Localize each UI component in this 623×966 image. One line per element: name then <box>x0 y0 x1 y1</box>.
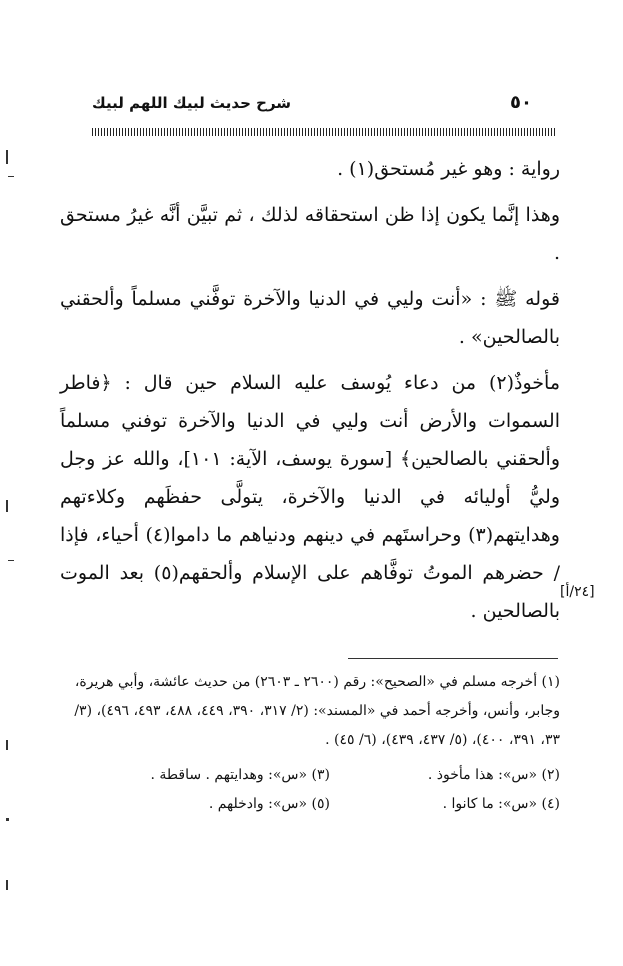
scan-mark <box>6 500 8 512</box>
footnote-2: (٢) «س»: هذا مأخوذ . <box>427 767 560 783</box>
footnote-1: (١) أخرجه مسلم في «الصحيح»: رقم (٢٦٠٠ ـ ٢٦٠٣) من حديث عائشة، وأبي هريرة، وجابر، وأنس، وأخرجه أحمد في «المسند»: (٢/ ٣١٧، ٣٩٠، ٤٤٩، ٤٨٨، ٤٩٣، ٤٩٦)، (٣/ ٣٣، ٣٩١، ٤٠٠)، (٥/ ٤٣٧، ٤٣٩)، (٦/ ٤٥) . <box>74 674 560 748</box>
paragraph-2: وهذا إنَّما يكون إذا ظن استحقاقه لذلك ، ثم تبيَّن أنَّه غيرُ مستحق . <box>60 204 560 264</box>
paragraph-3: قوله ﷺ : «أنت وليي في الدنيا والآخرة توفَّني مسلماً وألحقني بالصالحين» . <box>60 288 560 348</box>
page-number: ٥٠ <box>510 92 532 113</box>
footnote-5: (٥) «س»: وادخلهم . <box>208 796 330 812</box>
footnote-row-4-5 <box>60 790 560 819</box>
footnote-4: (٤) «س»: ما كانوا . <box>442 796 560 812</box>
scan-mark <box>8 560 14 561</box>
paragraph-4: مأخوذٌ(٢) من دعاء يُوسف عليه السلام حين قال : ﴿فاطر السموات والأرض أنت وليي في الدنيا والآخرة توفني مسلماً وألحقني بالصالحين﴾ [سورة يوسف، الآية: ١٠١]، والله عز وجل وليُّ أوليائه في الدنيا والآخرة، يتولَّى حفظَهم وكلاءتهم وهدايتهم(٣) وحراستَهم في دينهم ودنياهم ما داموا(٤) أحياء، فإذا / حضرهم الموتُ توفَّاهم على الإسلام وألحقهم(٥) بعد الموت بالصالحين . <box>60 372 560 622</box>
footnote-row-2-3 <box>60 761 560 790</box>
paragraph-1: رواية : وهو غير مُستحق(١) . <box>337 158 560 180</box>
scan-mark <box>8 176 14 177</box>
scan-mark <box>6 818 9 821</box>
footnote-3: (٣) «س»: وهدايتهم . ساقطة . <box>150 767 330 783</box>
scan-mark <box>6 740 8 750</box>
footnote-divider <box>348 658 558 659</box>
footnotes <box>60 668 560 819</box>
manuscript-folio-marker: [٢٤/أ] <box>560 584 595 600</box>
main-text <box>60 150 560 630</box>
running-title: شرح حديث لبيك اللهم لبيك <box>92 94 292 112</box>
scan-mark <box>6 150 8 164</box>
header-rule <box>92 128 555 136</box>
scan-mark <box>6 880 8 890</box>
